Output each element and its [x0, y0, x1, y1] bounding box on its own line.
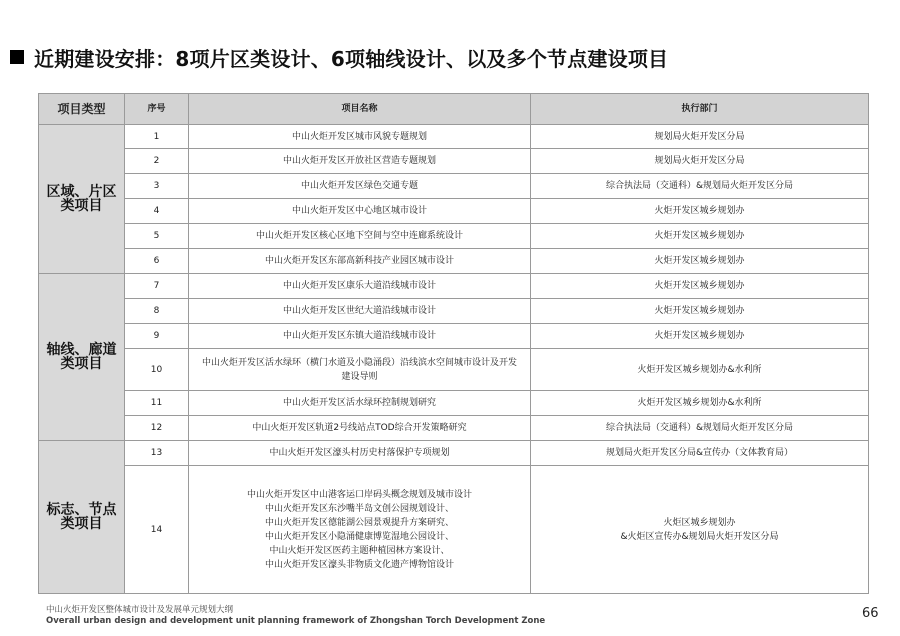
page-number: 66 — [862, 606, 879, 621]
table-row — [39, 249, 869, 274]
dept-cell: 规划局火炬开发区分局 — [531, 149, 869, 174]
dept-cell: 火炬开发区城乡规划办 — [531, 299, 869, 324]
seq-cell: 5 — [125, 224, 189, 249]
footer-cn: 中山火炬开发区整体城市设计及发展单元规划大纲 — [46, 605, 234, 615]
name-cell: 中山火炬开发区中心地区城市设计 — [189, 199, 531, 224]
category-cell: 区域、片区 类项目 — [39, 125, 125, 274]
dept-cell: 综合执法局（交通科）&规划局火炬开发区分局 — [531, 416, 869, 441]
dept-cell: 综合执法局（交通科）&规划局火炬开发区分局 — [531, 174, 869, 199]
dept-cell: 火炬开发区城乡规划办&水利所 — [531, 391, 869, 416]
name-cell: 中山火炬开发区活水绿环（横门水道及小隐涌段）沿线滨水空间城市设计及开发 建设导则 — [189, 349, 531, 391]
table-row — [39, 199, 869, 224]
table-row — [39, 299, 869, 324]
seq-cell: 4 — [125, 199, 189, 224]
name-cell: 中山火炬开发区绿色交通专题 — [189, 174, 531, 199]
table-row — [39, 391, 869, 416]
dept-cell: 火炬开发区城乡规划办 — [531, 274, 869, 299]
table-row — [39, 416, 869, 441]
category-cell: 标志、节点 类项目 — [39, 441, 125, 594]
name-cell: 中山火炬开发区东部高新科技产业园区城市设计 — [189, 249, 531, 274]
name-cell: 中山火炬开发区东镇大道沿线城市设计 — [189, 324, 531, 349]
dept-cell: 火炬开发区城乡规划办 — [531, 249, 869, 274]
name-cell: 中山火炬开发区世纪大道沿线城市设计 — [189, 299, 531, 324]
dept-cell: 规划局火炬开发区分局&宣传办（文体教育局） — [531, 441, 869, 466]
table-row — [39, 466, 869, 594]
name-cell: 中山火炬开发区轨道2号线站点TOD综合开发策略研究 — [189, 416, 531, 441]
project-table — [38, 93, 869, 594]
footer — [46, 605, 545, 627]
seq-cell: 9 — [125, 324, 189, 349]
table-row — [39, 349, 869, 391]
name-cell: 中山火炬开发区濠头村历史村落保护专项规划 — [189, 441, 531, 466]
seq-cell: 13 — [125, 441, 189, 466]
name-cell: 中山火炬开发区开放社区营造专题规划 — [189, 149, 531, 174]
seq-cell: 7 — [125, 274, 189, 299]
name-cell: 中山火炬开发区城市风貌专题规划 — [189, 125, 531, 149]
table-header-row — [39, 94, 869, 125]
seq-cell: 2 — [125, 149, 189, 174]
seq-cell: 10 — [125, 349, 189, 391]
seq-cell: 1 — [125, 125, 189, 149]
page-title: 近期建设安排：8项片区类设计、6项轴线设计、以及多个节点建设项目 — [34, 46, 669, 71]
table-row — [39, 149, 869, 174]
header-category: 项目类型 — [39, 94, 125, 125]
table-body — [39, 125, 869, 594]
table-row — [39, 174, 869, 199]
seq-cell: 11 — [125, 391, 189, 416]
table-row — [39, 324, 869, 349]
dept-cell: 火炬开发区城乡规划办 — [531, 199, 869, 224]
dept-cell: 火炬开发区城乡规划办 — [531, 324, 869, 349]
footer-en: Overall urban design and development unit planning framework of Zhongshan Torch Development Zone — [46, 616, 546, 626]
name-cell: 中山火炬开发区中山港客运口岸码头概念规划及城市设计 中山火炬开发区东沙嘴半岛文创公园规划设计、 中山火炬开发区德能湖公园景观提升方案研究、 中山火炬开发区小隐涌健康博览湿地公园设计、 中山火炬开发区医药主题种植园林方案设计、 中山火炬开发区濠头非物质文化遗产博物馆设计 — [189, 466, 531, 594]
table-row — [39, 274, 869, 299]
category-cell: 轴线、廊道 类项目 — [39, 274, 125, 441]
bullet-square-icon — [10, 50, 24, 64]
name-cell: 中山火炬开发区核心区地下空间与空中连廊系统设计 — [189, 224, 531, 249]
header-seq: 序号 — [125, 94, 189, 125]
table-row — [39, 125, 869, 149]
seq-cell: 3 — [125, 174, 189, 199]
table-row — [39, 224, 869, 249]
heading — [10, 42, 668, 72]
header-name: 项目名称 — [189, 94, 531, 125]
seq-cell: 8 — [125, 299, 189, 324]
dept-cell: 火炬开发区城乡规划办&水利所 — [531, 349, 869, 391]
name-cell: 中山火炬开发区活水绿环控制规划研究 — [189, 391, 531, 416]
seq-cell: 6 — [125, 249, 189, 274]
table-row — [39, 441, 869, 466]
seq-cell: 14 — [125, 466, 189, 594]
dept-cell: 规划局火炬开发区分局 — [531, 125, 869, 149]
seq-cell: 12 — [125, 416, 189, 441]
name-cell: 中山火炬开发区康乐大道沿线城市设计 — [189, 274, 531, 299]
header-dept: 执行部门 — [531, 94, 869, 125]
dept-cell: 火炬区城乡规划办 &火炬区宣传办&规划局火炬开发区分局 — [531, 466, 869, 594]
dept-cell: 火炬开发区城乡规划办 — [531, 224, 869, 249]
